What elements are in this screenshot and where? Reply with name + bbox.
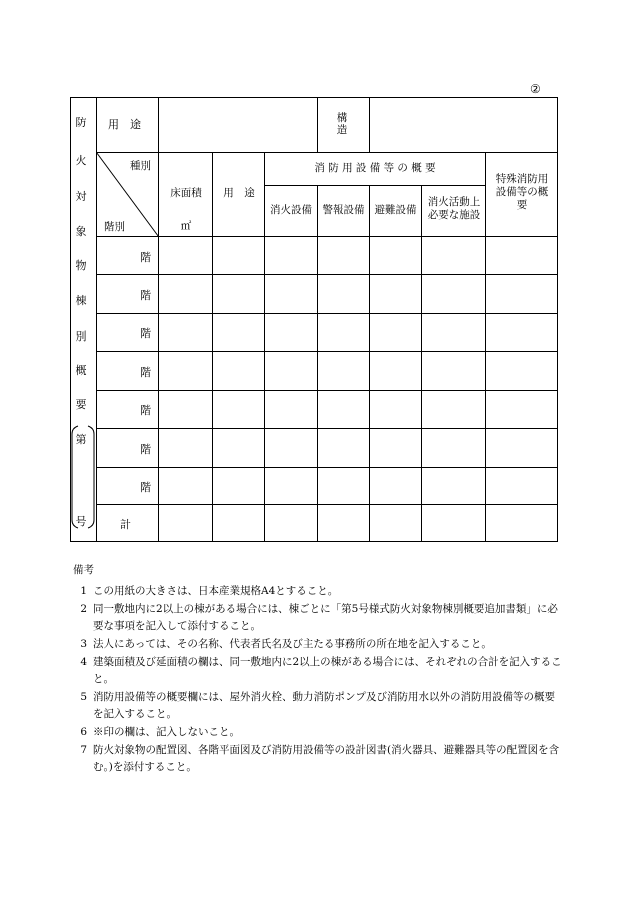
- row-floor-label: 階: [140, 481, 151, 494]
- type-label: 種別: [130, 160, 151, 172]
- floor-area-label: 床面積: [170, 187, 202, 199]
- note-number: 4: [80, 656, 87, 668]
- row-floor-label: 階: [140, 289, 151, 302]
- usage-column-label: 用 途: [223, 187, 255, 199]
- note-text: 消防用設備等の概要欄には、屋外消火栓、動力消防ポンプ及び消防用水以外の消防用設備等の概要を記入すること。: [93, 691, 555, 720]
- note-item: [73, 636, 563, 653]
- floor-area-unit: ㎡: [180, 220, 192, 232]
- note-number: 1: [80, 585, 87, 597]
- row-floor-label: 階: [140, 327, 151, 340]
- structure-label: 構造: [336, 112, 348, 136]
- vertical-title-char: 第: [75, 433, 87, 446]
- vertical-title-char: 棟: [75, 294, 87, 307]
- note-number: 3: [80, 638, 87, 650]
- notes-section: [73, 562, 563, 777]
- note-text: 法人にあっては、その名称、代表者氏名及び主たる事務所の所在地を記入すること。: [93, 638, 492, 650]
- total-label: 計: [120, 518, 131, 531]
- note-text: この用紙の大きさは、日本産業規格A4とすること。: [93, 585, 339, 597]
- row-floor-label: 階: [140, 366, 151, 379]
- note-item: [73, 724, 563, 741]
- note-item: [73, 654, 563, 688]
- vertical-title-char: 概: [75, 364, 87, 377]
- page-number: ②: [530, 82, 541, 96]
- note-number: 6: [80, 726, 87, 738]
- firefighting-facilities-label: 消火活動上必要な施設: [427, 196, 481, 221]
- vertical-title-char: 防: [75, 116, 87, 129]
- note-item: [73, 689, 563, 723]
- special-equipment-label: 特殊消防用設備等の概要: [495, 173, 549, 211]
- note-text: 同一敷地内に2以上の棟がある場合には、棟ごとに「第5号様式防火対象物棟別概要追加書類」に必要な事項を記入して添付すること。: [93, 603, 558, 632]
- row-floor-label: 階: [140, 443, 151, 456]
- evacuation-label: 避難設備: [374, 204, 417, 216]
- note-number: 5: [80, 691, 87, 703]
- vertical-title-char: 別: [75, 330, 87, 343]
- row-floor-label: 階: [140, 404, 151, 417]
- vertical-title-char: 要: [75, 398, 87, 411]
- note-item: [73, 583, 563, 600]
- note-item: [73, 742, 563, 776]
- vertical-title-char: 物: [75, 259, 87, 272]
- floor-label: 階別: [104, 221, 125, 233]
- vertical-title-char: 火: [75, 154, 87, 167]
- fire-extinguishing-label: 消火設備: [270, 204, 312, 216]
- vertical-title-char: 号: [75, 515, 87, 528]
- note-number: 7: [80, 744, 87, 756]
- notes-title: 備考: [73, 564, 94, 576]
- note-item: [73, 601, 563, 635]
- vertical-title-char: 対: [75, 190, 87, 203]
- note-number: 2: [80, 603, 87, 615]
- equipment-overview-label: 消 防 用 設 備 等 の 概 要: [314, 162, 436, 174]
- note-text: 建築面積及び延面積の欄は、同一敷地内に2以上の棟がある場合には、それぞれの合計を記入すること。: [93, 656, 562, 685]
- usage-label: 用 途: [108, 118, 141, 131]
- vertical-title-char: 象: [75, 225, 87, 238]
- note-text: ※印の欄は、記入しないこと。: [93, 726, 240, 738]
- alarm-label: 警報設備: [322, 204, 365, 216]
- note-text: 防火対象物の配置図、各階平面図及び消防用設備等の設計図書(消火器具、避難器具等の配置図を含む。)を添付すること。: [93, 744, 560, 773]
- row-floor-label: 階: [140, 251, 151, 264]
